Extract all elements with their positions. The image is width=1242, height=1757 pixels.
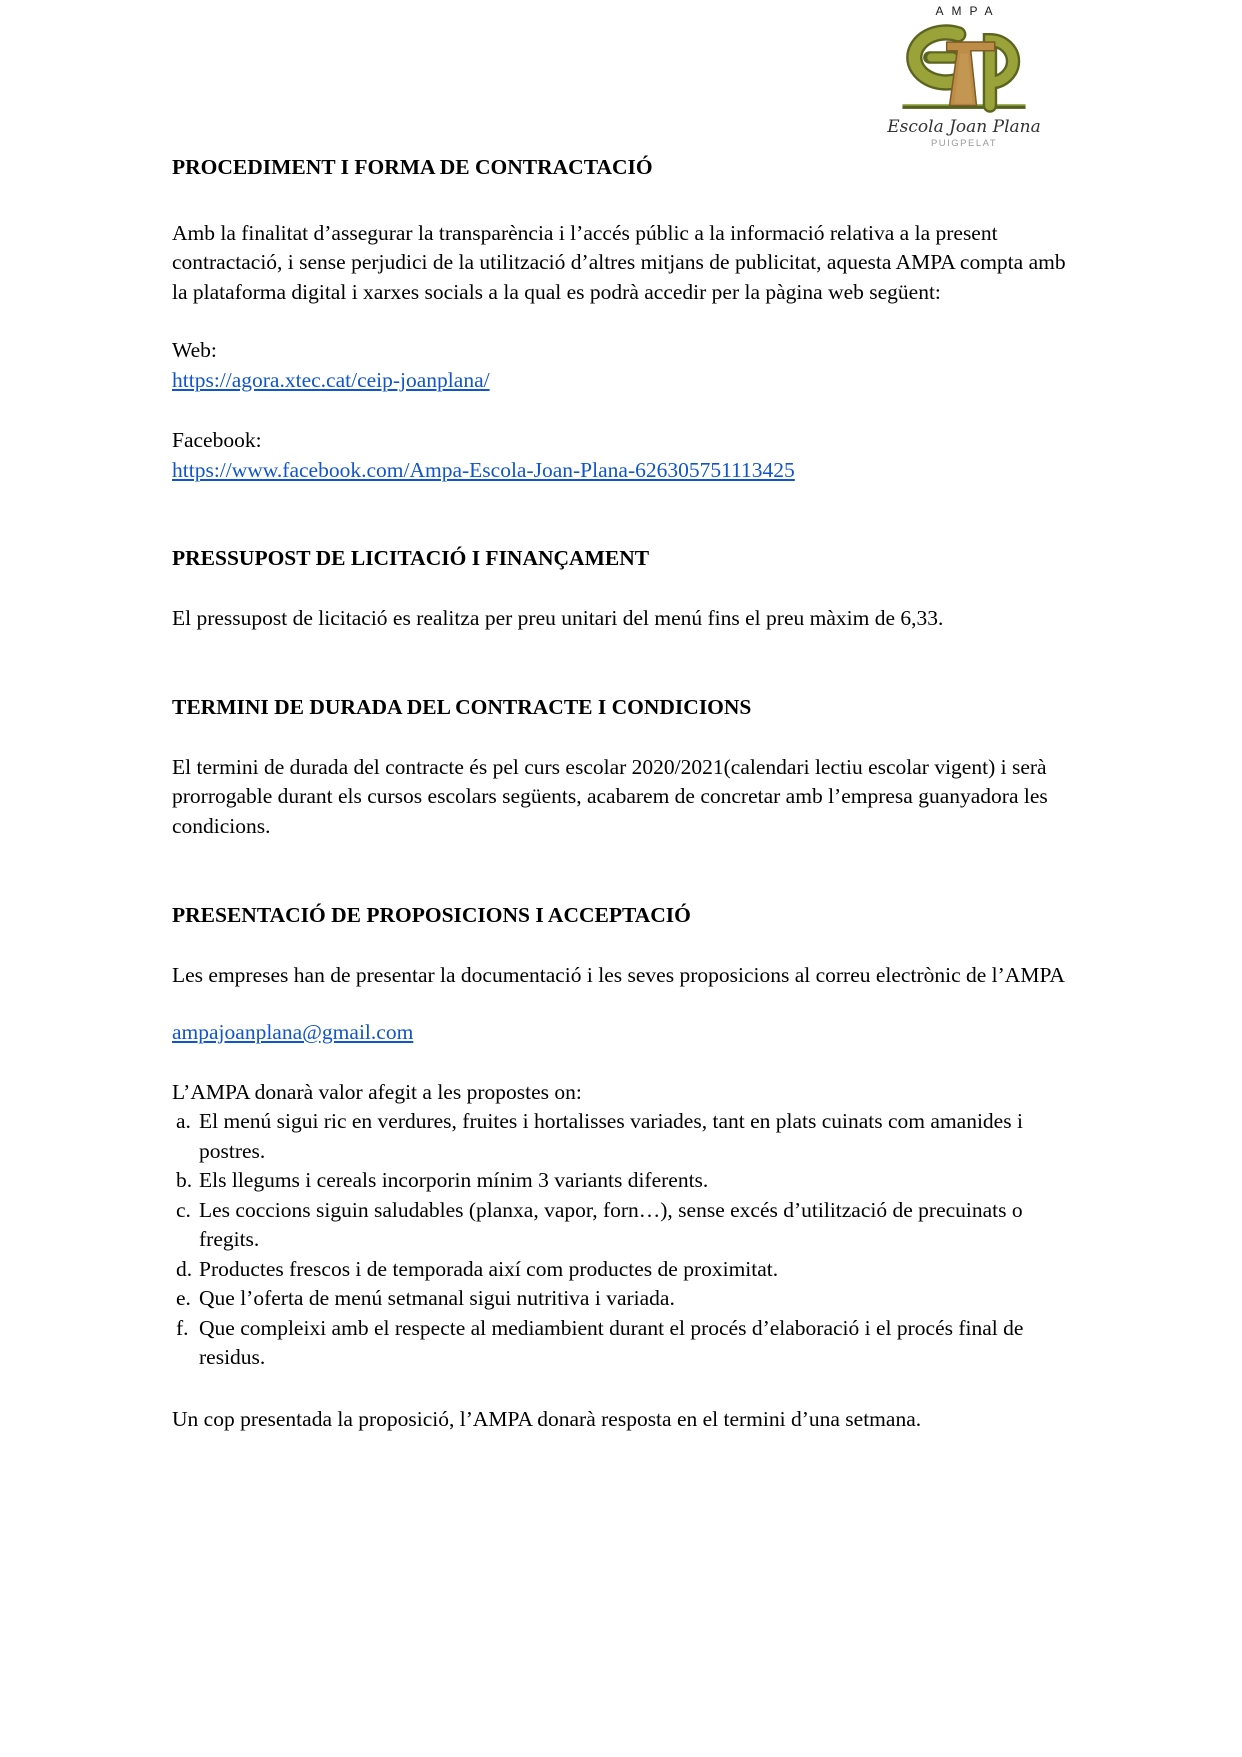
logo-ampa-text: AMPA: [935, 4, 1001, 18]
logo-school-name: Escola Joan Plana: [887, 117, 1041, 137]
list-marker: d.: [176, 1256, 193, 1281]
facebook-label: Facebook:: [172, 428, 262, 452]
logo-town-name: PUIGPELAT: [930, 138, 998, 149]
heading-termini: TERMINI DE DURADA DEL CONTRACTE I CONDICIONS: [172, 695, 752, 719]
list-item-text: Els llegums i cereals incorporin mínim 3 variants diferents.: [199, 1168, 709, 1192]
list-marker: b.: [176, 1168, 193, 1192]
web-link-line: [172, 366, 1075, 396]
list-item-text: El menú sigui ric en verdures, fruites i hortalisses variades, tant en plats cuinats com amanides i postres.: [199, 1109, 1023, 1163]
list-item: [172, 1255, 1075, 1285]
email-link[interactable]: ampajoanplana@gmail.com: [172, 1020, 414, 1044]
facebook-link[interactable]: https://www.facebook.com/Ampa-Escola-Joan-Plana-626305751113425: [172, 457, 795, 482]
list-item: [172, 1314, 1075, 1373]
email-link-line: [172, 1018, 1075, 1048]
list-item: [172, 1107, 1075, 1166]
ejp-tree-logo-icon: [893, 19, 1035, 119]
list-marker: a.: [176, 1109, 191, 1133]
school-logo: [885, 4, 1043, 149]
document-content: [172, 153, 1075, 1434]
heading-procediment: PROCEDIMENT I FORMA DE CONTRACTACIÓ: [172, 155, 653, 179]
web-link[interactable]: https://agora.xtec.cat/ceip-joanplana/: [172, 367, 490, 392]
list-item-text: Les coccions siguin saludables (planxa, vapor, forn…), sense excés d’utilització de precuinats o fregits.: [199, 1197, 1023, 1251]
paragraph-valor-afegit: L’AMPA donarà valor afegit a les propostes on:: [172, 1079, 582, 1104]
paragraph-presentacio: Les empreses han de presentar la documentació i les seves proposicions al correu electrònic de l’AMPA: [172, 962, 1065, 987]
list-item-text: Productes frescos i de temporada així com productes de proximitat.: [199, 1256, 779, 1281]
proposals-criteria-list: [172, 1107, 1075, 1373]
paragraph-pressupost: El pressupost de licitació es realitza per preu unitari del menú fins el preu màxim de 6,33.: [172, 605, 944, 630]
list-marker: f.: [176, 1315, 189, 1340]
facebook-link-line: [172, 456, 1075, 486]
web-label: Web:: [172, 338, 217, 362]
paragraph-resposta: Un cop presentada la proposició, l’AMPA donarà resposta en el termini d’una setmana.: [172, 1406, 922, 1431]
paragraph-intro: Amb la finalitat d’assegurar la transparència i l’accés públic a la informació relativa a la present contractació, i sense perjudici de la utilització d’altres mitjans de publicitat, aquesta AMPA compta amb la plataforma digital i xarxes socials a la qual es podrà accedir per la pàgina web següent:: [172, 220, 1066, 304]
list-marker: c.: [176, 1197, 191, 1222]
list-item-text: Que compleixi amb el respecte al mediambient durant el procés d’elaboració i el procés final de residus.: [199, 1315, 1024, 1369]
paragraph-termini: El termini de durada del contracte és pel curs escolar 2020/2021(calendari lectiu escolar vigent) i serà prorrogable durant els cursos escolars següents, acabarem de concretar amb l’empresa guanyadora les condicions.: [172, 754, 1048, 838]
list-item: [172, 1196, 1075, 1255]
heading-presentacio: PRESENTACIÓ DE PROPOSICIONS I ACCEPTACIÓ: [172, 903, 691, 927]
list-marker: e.: [176, 1286, 191, 1310]
heading-pressupost: PRESSUPOST DE LICITACIÓ I FINANÇAMENT: [172, 546, 650, 570]
list-item-text: Que l’oferta de menú setmanal sigui nutritiva i variada.: [199, 1286, 675, 1310]
list-item: [172, 1284, 1075, 1314]
list-item: [172, 1166, 1075, 1196]
